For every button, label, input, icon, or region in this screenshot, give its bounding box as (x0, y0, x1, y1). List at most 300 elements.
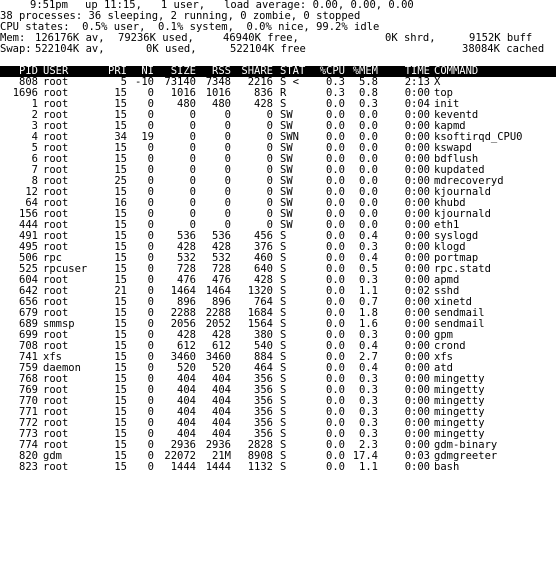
cell-ni: 0 (147, 395, 154, 407)
cell-pid: 679 (19, 307, 38, 319)
uptime-load: up 11:15, 1 user, load average: 0.00, 0.00, 0.00 (85, 0, 414, 11)
cell-pri: 15 (114, 417, 127, 429)
cell-command: gdmgreeter (434, 450, 498, 462)
process-row (0, 88, 556, 99)
cell-time: 0:00 (404, 241, 430, 253)
cell-pid: 769 (19, 384, 38, 396)
cell-user: root (43, 197, 69, 209)
header-ni: NI (141, 65, 154, 77)
cell-share: 836 (254, 87, 273, 99)
swap-cached: 38084K cached (462, 43, 545, 55)
cell-ni: 0 (147, 362, 154, 374)
cell-user: root (43, 439, 69, 451)
cell-pri: 15 (114, 461, 127, 473)
cell-time: 0:00 (404, 406, 430, 418)
cell-share: 460 (254, 252, 273, 264)
cell-rss: 7348 (205, 76, 231, 88)
cell-size: 896 (177, 296, 196, 308)
cell-time: 0:00 (404, 428, 430, 440)
cell-pid: 689 (19, 318, 38, 330)
swap-label: Swap: (0, 43, 32, 55)
process-table (0, 77, 556, 473)
cell-command: mingetty (434, 373, 485, 385)
cell-user: root (43, 329, 69, 341)
cell-rss: 3460 (205, 351, 231, 363)
cell-time: 0:00 (404, 219, 430, 231)
cell-size: 536 (177, 230, 196, 242)
cell-mem: 1.6 (359, 318, 378, 330)
cell-user: root (43, 395, 69, 407)
cell-time: 0:00 (404, 230, 430, 242)
cell-ni: 0 (147, 307, 154, 319)
cell-command: sshd (434, 285, 460, 297)
cell-pri: 15 (114, 120, 127, 132)
cell-rss: 520 (212, 362, 231, 374)
cell-share: 884 (254, 351, 273, 363)
cell-time: 0:00 (404, 417, 430, 429)
cell-time: 0:02 (404, 285, 430, 297)
cell-ni: 0 (147, 230, 154, 242)
cell-size: 0 (189, 120, 196, 132)
cell-rss: 0 (224, 153, 231, 165)
cell-stat: S (280, 439, 287, 451)
cell-stat: S (280, 362, 287, 374)
cell-ni: -10 (135, 76, 154, 88)
cell-mem: 0.3 (359, 428, 378, 440)
header-size: SIZE (170, 65, 196, 77)
cell-pid: 604 (19, 274, 38, 286)
cell-time: 0:00 (404, 439, 430, 451)
cell-cpu: 0.0 (326, 142, 345, 154)
cell-mem: 0.0 (359, 186, 378, 198)
cell-ni: 0 (147, 373, 154, 385)
process-row (0, 187, 556, 198)
cell-cpu: 0.0 (326, 186, 345, 198)
cell-size: 0 (189, 153, 196, 165)
cell-cpu: 0.0 (326, 197, 345, 209)
cell-pri: 15 (114, 450, 127, 462)
cell-size: 520 (177, 362, 196, 374)
cell-rss: 404 (212, 417, 231, 429)
mem-free: 46940K free, (223, 32, 299, 44)
cell-share: 380 (254, 329, 273, 341)
cell-time: 0:00 (404, 263, 430, 275)
cell-user: root (43, 461, 69, 473)
cell-time: 0:00 (404, 131, 430, 143)
cell-time: 2:13 (404, 76, 430, 88)
mem-available: 126176K av, (35, 32, 105, 44)
cell-mem: 0.0 (359, 131, 378, 143)
cell-mem: 0.3 (359, 98, 378, 110)
cell-time: 0:00 (404, 274, 430, 286)
cell-size: 0 (189, 142, 196, 154)
cell-command: syslogd (434, 230, 479, 242)
cell-cpu: 0.0 (326, 219, 345, 231)
cell-command: khubd (434, 197, 466, 209)
cell-mem: 5.8 (359, 76, 378, 88)
cell-rss: 428 (212, 329, 231, 341)
cell-pid: 1696 (12, 87, 38, 99)
cell-share: 1684 (247, 307, 273, 319)
cell-cpu: 0.0 (326, 175, 345, 187)
cell-user: root (43, 285, 69, 297)
cell-command: kapmd (434, 120, 466, 132)
cell-stat: S (280, 274, 287, 286)
cell-share: 0 (266, 175, 273, 187)
cell-user: root (43, 274, 69, 286)
cell-size: 0 (189, 208, 196, 220)
cell-size: 404 (177, 417, 196, 429)
cell-mem: 1.1 (359, 285, 378, 297)
cell-ni: 0 (147, 252, 154, 264)
cell-pid: 7 (31, 164, 38, 176)
cell-rss: 2936 (205, 439, 231, 451)
clock-time: 9:51pm (30, 0, 68, 11)
mem-shared: 0K shrd, (385, 32, 436, 44)
cell-pid: 491 (19, 230, 38, 242)
cell-share: 0 (266, 219, 273, 231)
cell-time: 0:00 (404, 208, 430, 220)
cell-user: root (43, 296, 69, 308)
cell-time: 0:00 (404, 362, 430, 374)
cell-size: 0 (189, 219, 196, 231)
cell-pri: 15 (114, 384, 127, 396)
cell-rss: 0 (224, 131, 231, 143)
cell-user: root (43, 208, 69, 220)
cell-ni: 0 (147, 87, 154, 99)
cell-command: kjournald (434, 186, 491, 198)
cell-ni: 0 (147, 208, 154, 220)
cell-time: 0:00 (404, 197, 430, 209)
cell-cpu: 0.0 (326, 263, 345, 275)
cell-command: xfs (434, 351, 453, 363)
cell-pri: 15 (114, 406, 127, 418)
cell-stat: S (280, 98, 287, 110)
cell-command: mingetty (434, 395, 485, 407)
cell-share: 764 (254, 296, 273, 308)
cell-pri: 5 (120, 76, 127, 88)
process-summary-text: 38 processes: 36 sleeping, 2 running, 0 zombie, 0 stopped (0, 10, 361, 22)
cell-mem: 0.4 (359, 340, 378, 352)
cell-time: 0:00 (404, 120, 430, 132)
cell-rss: 404 (212, 428, 231, 440)
cell-command: mingetty (434, 406, 485, 418)
header-rss: RSS (212, 65, 231, 77)
cell-mem: 0.0 (359, 109, 378, 121)
cell-mem: 17.4 (352, 450, 378, 462)
cell-cpu: 0.0 (326, 428, 345, 440)
cell-mem: 0.3 (359, 406, 378, 418)
cell-ni: 0 (147, 461, 154, 473)
cell-stat: S (280, 373, 287, 385)
cell-time: 0:04 (404, 98, 430, 110)
cell-cpu: 0.0 (326, 450, 345, 462)
cell-cpu: 0.0 (326, 351, 345, 363)
cell-ni: 0 (147, 439, 154, 451)
cell-stat: S (280, 384, 287, 396)
cell-pid: 525 (19, 263, 38, 275)
cell-user: root (43, 109, 69, 121)
cell-rss: 0 (224, 197, 231, 209)
header-stat: STAT (280, 65, 306, 77)
cell-user: root (43, 428, 69, 440)
cell-ni: 0 (147, 329, 154, 341)
cell-command: bash (434, 461, 460, 473)
cell-mem: 0.0 (359, 219, 378, 231)
cell-pid: 823 (19, 461, 38, 473)
swap-line (0, 44, 556, 55)
process-row (0, 132, 556, 143)
cell-share: 1564 (247, 318, 273, 330)
cell-pid: 64 (25, 197, 38, 209)
cell-mem: 0.0 (359, 197, 378, 209)
cell-pri: 15 (114, 98, 127, 110)
cell-ni: 0 (147, 406, 154, 418)
cell-time: 0:00 (404, 395, 430, 407)
cell-user: root (43, 164, 69, 176)
cell-mem: 0.3 (359, 329, 378, 341)
cell-share: 8908 (247, 450, 273, 462)
cell-share: 376 (254, 241, 273, 253)
cell-mem: 0.3 (359, 417, 378, 429)
cell-size: 73140 (164, 76, 196, 88)
cell-ni: 0 (147, 98, 154, 110)
cell-command: apmd (434, 274, 460, 286)
cell-pri: 25 (114, 175, 127, 187)
cell-share: 356 (254, 406, 273, 418)
cell-cpu: 0.0 (326, 461, 345, 473)
cell-pid: 656 (19, 296, 38, 308)
process-row (0, 451, 556, 462)
cell-ni: 0 (147, 318, 154, 330)
cell-pri: 15 (114, 241, 127, 253)
cell-command: mingetty (434, 417, 485, 429)
process-row (0, 462, 556, 473)
cell-stat: S (280, 263, 287, 275)
cell-share: 2828 (247, 439, 273, 451)
cell-time: 0:00 (404, 351, 430, 363)
cell-share: 356 (254, 428, 273, 440)
swap-available: 522104K av, (35, 43, 105, 55)
cell-pid: 5 (31, 142, 38, 154)
cell-pid: 772 (19, 417, 38, 429)
cell-rss: 0 (224, 186, 231, 198)
cell-time: 0:00 (404, 87, 430, 99)
cell-stat: S (280, 450, 287, 462)
process-row (0, 275, 556, 286)
header-share: SHARE (241, 65, 273, 77)
cell-mem: 0.0 (359, 164, 378, 176)
cell-size: 0 (189, 186, 196, 198)
cell-user: root (43, 175, 69, 187)
cell-command: gdm-binary (434, 439, 498, 451)
cell-pri: 15 (114, 318, 127, 330)
cell-ni: 0 (147, 186, 154, 198)
cell-mem: 0.3 (359, 241, 378, 253)
header-pid: PID (19, 65, 38, 77)
cell-share: 0 (266, 131, 273, 143)
cell-mem: 0.3 (359, 373, 378, 385)
header-time: TIME (404, 65, 430, 77)
cell-size: 2056 (170, 318, 196, 330)
cell-command: kjournald (434, 208, 491, 220)
cell-ni: 0 (147, 219, 154, 231)
cpu-states-text: CPU states: 0.5% user, 0.1% system, 0.0% nice, 99.2% idle (0, 21, 380, 33)
cell-pri: 15 (114, 153, 127, 165)
cell-share: 428 (254, 98, 273, 110)
cell-stat: S (280, 340, 287, 352)
cell-command: klogd (434, 241, 466, 253)
cell-cpu: 0.0 (326, 406, 345, 418)
cell-pid: 3 (31, 120, 38, 132)
cell-share: 356 (254, 417, 273, 429)
cell-pid: 741 (19, 351, 38, 363)
cell-ni: 0 (147, 175, 154, 187)
cell-pri: 21 (114, 285, 127, 297)
cell-size: 404 (177, 395, 196, 407)
cell-user: daemon (43, 362, 81, 374)
cell-pid: 774 (19, 439, 38, 451)
cell-stat: S (280, 461, 287, 473)
cell-rss: 0 (224, 219, 231, 231)
cell-stat: S < (280, 76, 299, 88)
cell-pri: 15 (114, 395, 127, 407)
cell-mem: 1.8 (359, 307, 378, 319)
cell-pri: 15 (114, 208, 127, 220)
cell-ni: 0 (147, 241, 154, 253)
cell-cpu: 0.0 (326, 153, 345, 165)
cell-cpu: 0.0 (326, 274, 345, 286)
cell-cpu: 0.0 (326, 362, 345, 374)
process-row (0, 330, 556, 341)
cell-time: 0:00 (404, 384, 430, 396)
cell-pri: 15 (114, 439, 127, 451)
cell-cpu: 0.0 (326, 318, 345, 330)
cell-mem: 0.5 (359, 263, 378, 275)
cell-command: ksoftirqd_CPU0 (434, 131, 523, 143)
cell-stat: SWN (280, 131, 299, 143)
cell-ni: 0 (147, 351, 154, 363)
cell-pid: 8 (31, 175, 38, 187)
cell-ni: 0 (147, 274, 154, 286)
cell-command: mdrecoveryd (434, 175, 504, 187)
cell-cpu: 0.0 (326, 230, 345, 242)
cell-mem: 1.1 (359, 461, 378, 473)
cell-time: 0:00 (404, 153, 430, 165)
cell-command: keventd (434, 109, 479, 121)
cell-stat: SW (280, 142, 293, 154)
cell-rss: 476 (212, 274, 231, 286)
process-row (0, 110, 556, 121)
header-user: USER (43, 65, 69, 77)
cell-user: root (43, 87, 69, 99)
cell-stat: S (280, 252, 287, 264)
cell-command: mingetty (434, 384, 485, 396)
cell-stat: S (280, 395, 287, 407)
cell-pid: 708 (19, 340, 38, 352)
cell-command: eth1 (434, 219, 460, 231)
cell-pri: 15 (114, 340, 127, 352)
cell-share: 356 (254, 395, 273, 407)
cell-user: root (43, 219, 69, 231)
cell-size: 480 (177, 98, 196, 110)
cell-user: root (43, 76, 69, 88)
cell-pri: 15 (114, 351, 127, 363)
cell-command: kupdated (434, 164, 485, 176)
cell-time: 0:00 (404, 307, 430, 319)
cell-rss: 1016 (205, 87, 231, 99)
cell-user: rpc (43, 252, 62, 264)
cell-mem: 0.0 (359, 120, 378, 132)
cell-size: 0 (189, 175, 196, 187)
cell-mem: 0.0 (359, 142, 378, 154)
cell-size: 612 (177, 340, 196, 352)
cell-rss: 2052 (205, 318, 231, 330)
cell-size: 728 (177, 263, 196, 275)
cell-user: root (43, 373, 69, 385)
cell-cpu: 0.0 (326, 340, 345, 352)
cell-stat: SW (280, 164, 293, 176)
process-row (0, 286, 556, 297)
process-row (0, 209, 556, 220)
cell-share: 1320 (247, 285, 273, 297)
cell-stat: S (280, 285, 287, 297)
cell-user: root (43, 153, 69, 165)
cell-rss: 896 (212, 296, 231, 308)
cell-pri: 15 (114, 186, 127, 198)
cell-command: portmap (434, 252, 479, 264)
cell-cpu: 0.0 (326, 384, 345, 396)
process-row (0, 319, 556, 330)
cell-command: top (434, 87, 453, 99)
cell-pid: 12 (25, 186, 38, 198)
cell-size: 0 (189, 131, 196, 143)
cell-pri: 15 (114, 373, 127, 385)
cell-pid: 759 (19, 362, 38, 374)
cell-mem: 0.7 (359, 296, 378, 308)
cell-mem: 0.4 (359, 230, 378, 242)
cell-cpu: 0.0 (326, 131, 345, 143)
cell-ni: 0 (147, 340, 154, 352)
cell-stat: S (280, 241, 287, 253)
cell-mem: 0.0 (359, 153, 378, 165)
cell-share: 356 (254, 384, 273, 396)
cell-pri: 15 (114, 274, 127, 286)
process-row (0, 341, 556, 352)
cell-cpu: 0.0 (326, 241, 345, 253)
cell-rss: 404 (212, 406, 231, 418)
cell-time: 0:00 (404, 318, 430, 330)
swap-free: 522104K free (230, 43, 306, 55)
cell-cpu: 0.0 (326, 120, 345, 132)
cell-rss: 404 (212, 373, 231, 385)
cell-rss: 612 (212, 340, 231, 352)
header-cpu: %CPU (319, 65, 345, 77)
cell-share: 0 (266, 208, 273, 220)
cell-time: 0:00 (404, 373, 430, 385)
cell-ni: 0 (147, 197, 154, 209)
cell-cpu: 0.0 (326, 164, 345, 176)
cell-stat: SW (280, 109, 293, 121)
cell-share: 2216 (247, 76, 273, 88)
cell-command: atd (434, 362, 453, 374)
cell-user: root (43, 98, 69, 110)
cell-share: 464 (254, 362, 273, 374)
cell-mem: 0.0 (359, 175, 378, 187)
cell-stat: S (280, 329, 287, 341)
cell-size: 22072 (164, 450, 196, 462)
cell-user: root (43, 340, 69, 352)
